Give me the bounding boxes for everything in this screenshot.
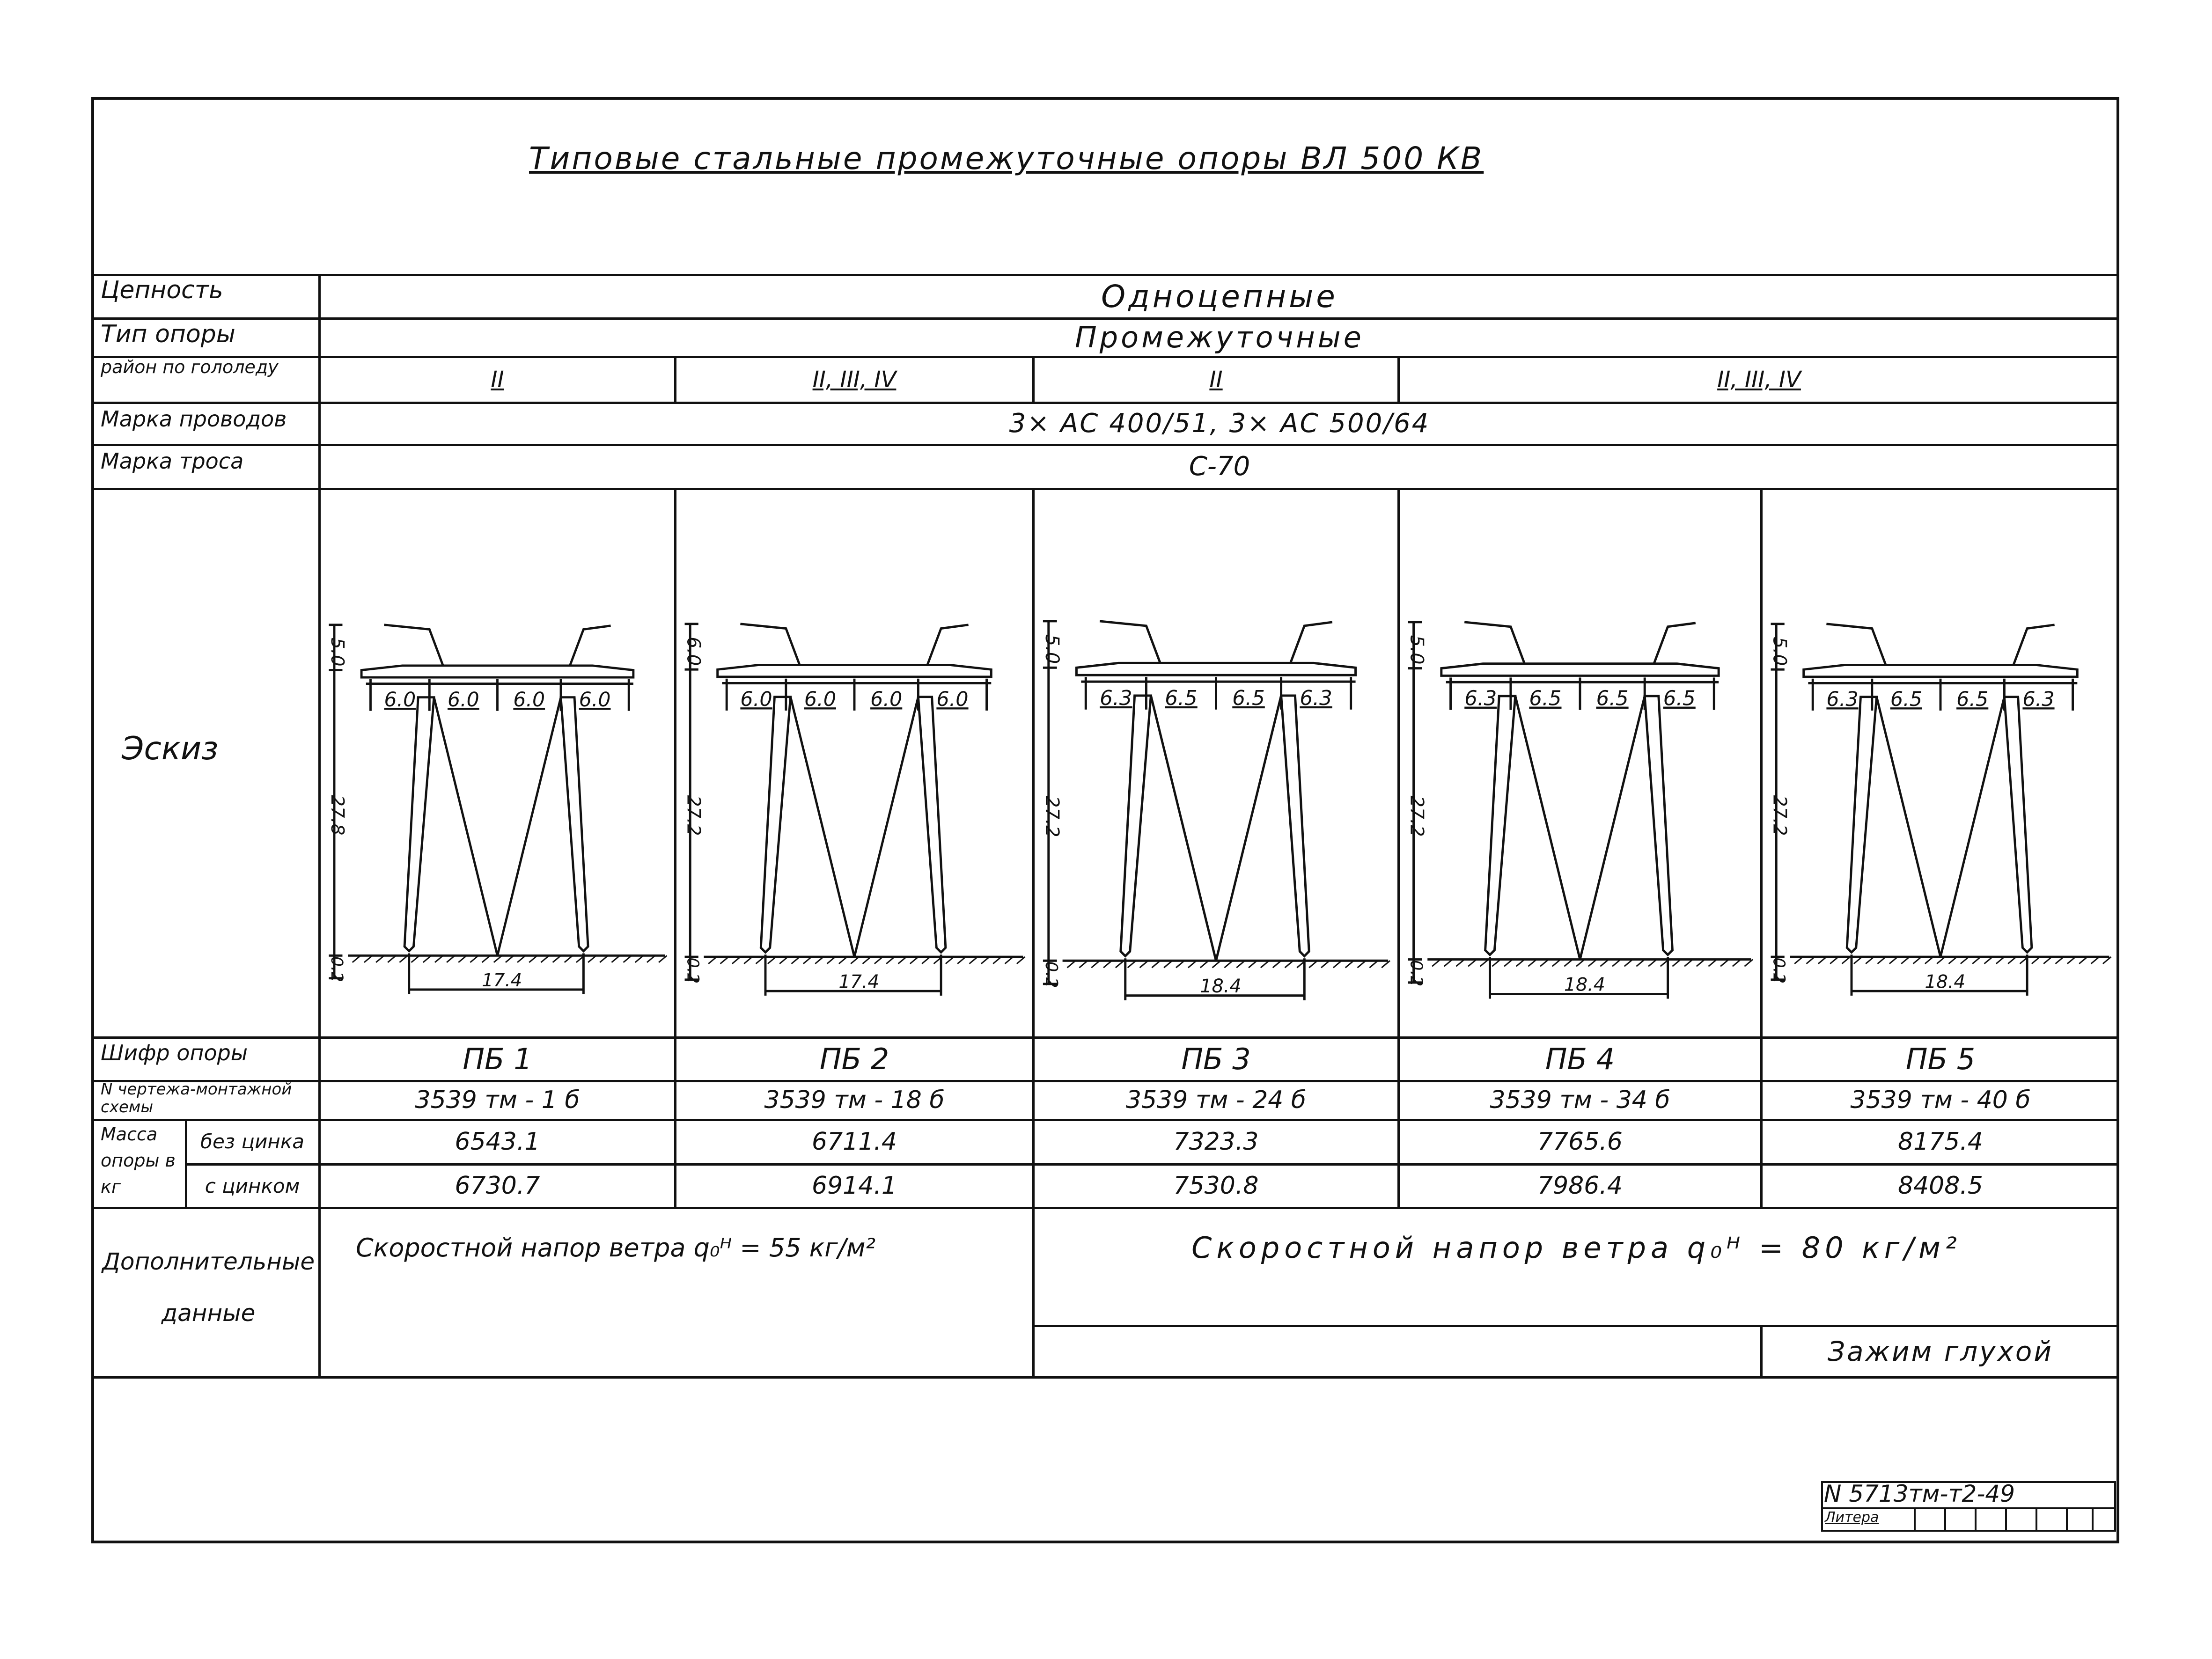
tower-sketch: [321, 489, 674, 1036]
height-top-label: 6.0: [683, 637, 704, 666]
title-stamp: [1821, 1480, 2116, 1532]
mass-no-zinc: 6543.1: [455, 1128, 540, 1156]
earth-wire-peak-left: [740, 624, 800, 665]
stamp-litera: Литера: [1825, 1509, 1879, 1526]
mass-no-zinc: 6711.4: [812, 1128, 897, 1156]
height-top-label: 5.0: [1406, 635, 1428, 665]
mass-zinc: 7986.4: [1537, 1172, 1623, 1200]
span-label: 6.5: [1890, 688, 1923, 712]
span-label: 6.3: [1826, 688, 1859, 712]
tower-code: ПБ 3: [1181, 1042, 1251, 1076]
tower-brace: [434, 697, 561, 956]
tower-code: ПБ 1: [463, 1042, 532, 1076]
tower-code: ПБ 5: [1905, 1042, 1976, 1076]
base-label: 18.4: [1925, 971, 1966, 993]
row-label-wires: Марка проводов: [101, 406, 287, 432]
ice-value: II: [1209, 366, 1223, 393]
row-label-sketch: Эскиз: [122, 730, 219, 767]
tower-sketch: [1763, 489, 2118, 1036]
mass-no-zinc: 8175.4: [1898, 1128, 1983, 1156]
mass-no-zinc: 7765.6: [1537, 1128, 1623, 1156]
span-label: 6.3: [1464, 687, 1497, 711]
ground-label: 0.2: [1406, 960, 1426, 987]
page-title: Типовые стальные промежуточные опоры ВЛ 500 КВ: [529, 140, 1484, 176]
table-line: [91, 1207, 2119, 1209]
span-label: 6.0: [579, 688, 611, 712]
height-main-label: 27.2: [1769, 795, 1790, 836]
earth-wire-peak-left: [1464, 622, 1524, 664]
circuit-value: Одноцепные: [1101, 278, 1338, 315]
tower-leg-right: [2004, 697, 2031, 953]
base-label: 18.4: [1564, 974, 1605, 996]
earth-wire-peak-right: [2014, 625, 2055, 665]
height-main-label: 27.2: [683, 795, 704, 836]
ground-label: 0.2: [683, 957, 703, 984]
ice-value: II, III, IV: [1717, 366, 1801, 393]
tower-sketch: [1035, 489, 1397, 1036]
earth-wire-peak-right: [1290, 622, 1332, 663]
clamp-note: Зажим глухой: [1827, 1335, 2054, 1367]
span-label: 6.5: [1529, 687, 1562, 711]
tower-code: ПБ 4: [1545, 1042, 1615, 1076]
stamp-code: N 5713тм-т2-49: [1824, 1480, 2015, 1507]
earth-wire-peak-left: [1826, 624, 1886, 665]
span-label: 6.0: [448, 688, 479, 712]
wires-value: 3× АС 400/51, 3× АС 500/64: [1009, 408, 1430, 439]
row-label-extra: Дополнительные данные: [102, 1248, 315, 1327]
row-label-no-zinc: без цинка: [200, 1130, 304, 1153]
tower-brace: [791, 697, 919, 957]
drawing-number: 3539 тм - 40 б: [1850, 1086, 2031, 1114]
height-top-label: 5.0: [1769, 637, 1790, 666]
ice-value: II: [491, 366, 504, 393]
mass-zinc: 7530.8: [1173, 1172, 1259, 1200]
wind-pressure-right: Скоростной напор ветра q₀ᴴ = 80 кг/м²: [1191, 1230, 1962, 1265]
tower-leg-left: [1121, 696, 1151, 956]
row-label-circuit: Цепность: [101, 276, 223, 304]
drawing-number: 3539 тм - 1 б: [415, 1086, 580, 1114]
tower-sketch: [676, 489, 1032, 1036]
ground-label: 0.2: [1769, 957, 1789, 984]
span-label: 6.3: [2022, 688, 2055, 712]
drawing-number: 3539 тм - 18 б: [764, 1086, 945, 1114]
earth-wire-peak-right: [927, 625, 969, 665]
span-label: 6.3: [1300, 686, 1332, 710]
row-label-drawing: N чертежа-монтажной схемы: [101, 1080, 292, 1116]
ground-label: 0.2: [327, 956, 346, 983]
drawing-number: 3539 тм - 24 б: [1126, 1086, 1306, 1114]
tower-leg-left: [761, 697, 790, 953]
tower-leg-left: [404, 697, 434, 951]
earth-wire-peak-left: [384, 625, 443, 666]
span-label: 6.0: [384, 688, 416, 712]
height-main-label: 27.2: [1406, 795, 1428, 837]
mass-zinc: 8408.5: [1898, 1172, 1983, 1200]
drawing-number: 3539 тм - 34 б: [1490, 1086, 1670, 1114]
tower-brace: [1515, 696, 1645, 960]
row-label-mass: Масса опоры в кг: [101, 1124, 176, 1197]
row-label-code: Шифр опоры: [101, 1040, 248, 1065]
earth-wire-peak-right: [1654, 623, 1696, 664]
tower-code: ПБ 2: [819, 1042, 889, 1076]
mass-zinc: 6914.1: [812, 1172, 897, 1200]
cable-value: С-70: [1189, 451, 1250, 482]
row-label-ice: район по гололеду: [101, 357, 279, 377]
table-line: [91, 1376, 2119, 1379]
span-label: 6.5: [1596, 687, 1629, 711]
tower-leg-right: [1281, 696, 1309, 956]
tower-leg-right: [1645, 696, 1672, 955]
type-value: Промежуточные: [1075, 320, 1364, 354]
earth-wire-peak-left: [1100, 621, 1160, 663]
span-label: 6.0: [804, 688, 837, 712]
span-label: 6.5: [1232, 686, 1265, 710]
tower-leg-right: [918, 697, 945, 953]
base-label: 17.4: [838, 971, 880, 993]
tower-leg-left: [1485, 696, 1515, 955]
tower-leg-left: [1847, 697, 1876, 953]
tower-brace: [1877, 697, 2005, 957]
span-label: 6.0: [870, 688, 903, 712]
row-label-cable: Марка троса: [101, 448, 244, 474]
crossarm: [1804, 665, 2078, 677]
height-main-label: 27.8: [327, 795, 348, 836]
earth-wire-peak-right: [570, 626, 610, 666]
crossarm: [1441, 664, 1719, 676]
mass-zinc: 6730.7: [455, 1172, 540, 1200]
span-label: 6.0: [740, 688, 772, 712]
crossarm: [718, 665, 992, 677]
span-label: 6.0: [513, 688, 545, 712]
crossarm: [1076, 663, 1355, 675]
span-label: 6.5: [1165, 686, 1198, 710]
height-main-label: 27.2: [1041, 796, 1063, 837]
ground-label: 0.2: [1041, 961, 1061, 988]
span-label: 6.0: [936, 688, 969, 712]
tower-sketch: [1400, 489, 1760, 1036]
height-top-label: 5.0: [327, 638, 348, 667]
row-label-type: Тип опоры: [101, 320, 235, 348]
mass-no-zinc: 7323.3: [1173, 1128, 1259, 1156]
tower-brace: [1151, 696, 1281, 961]
crossarm: [361, 666, 633, 677]
base-label: 18.4: [1200, 975, 1242, 997]
row-label-zinc: с цинком: [205, 1174, 300, 1197]
ice-value: II, III, IV: [812, 366, 897, 393]
span-label: 6.3: [1100, 686, 1132, 710]
wind-pressure-left: Скоростной напор ветра q₀ᴴ = 55 кг/м²: [356, 1233, 876, 1263]
tower-leg-right: [561, 697, 588, 951]
span-label: 6.5: [1663, 687, 1696, 711]
base-label: 17.4: [482, 970, 522, 991]
height-top-label: 5.0: [1041, 634, 1063, 664]
span-label: 6.5: [1956, 688, 1989, 712]
